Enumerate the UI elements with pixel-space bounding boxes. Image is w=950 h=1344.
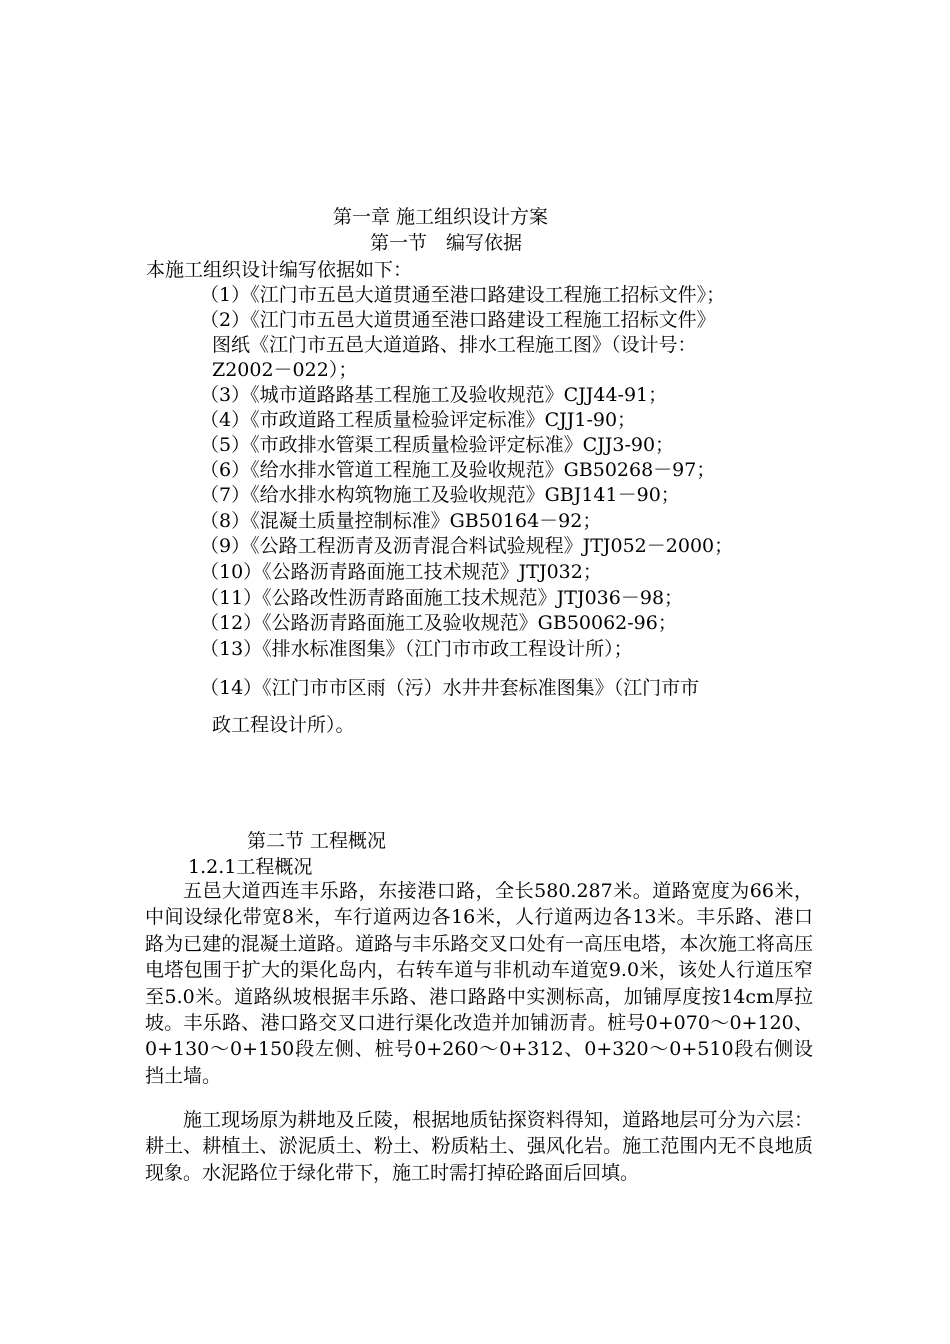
reference-item-5: （5）《市政排水管渠工程质量检验评定标准》CJJ3-90； (200, 434, 675, 456)
reference-item-2-cont: 图纸《江门市五邑大道道路、排水工程施工图》（设计号： (212, 334, 697, 356)
reference-item-11: （11）《公路改性沥青路面施工技术规范》JTJ036－98； (200, 587, 684, 609)
reference-item-13: （13）《排水标准图集》（江门市市政工程设计所）； (200, 638, 633, 660)
intro-line: 本施工组织设计编写依据如下： (146, 259, 413, 281)
reference-item-2: （2）《江门市五邑大道贯通至港口路建设工程施工招标文件》 (200, 309, 716, 331)
overview-paragraph-1: 五邑大道西连丰乐路，东接港口路，全长580.287米。道路宽度为66米，中间设绿化带宽8米，车行道两边各16米，人行道两边各13米。丰乐路、港口路为已建的混凝土道路。道路与丰乐路交叉口处有一高压电塔，本次施工将高压电塔包围于扩大的渠化岛内，右转车道与非机动车道宽9.0米，该处人行道压窄至5.0米。道路纵坡根据丰乐路、港口路路中实测标高，加铺厚度按14cm厚拉坡。丰乐路、港口路交叉口进行渠化改造并加铺沥青。桩号0+070～0+120、0+130～0+150段左侧、桩号0+260～0+312、0+320～0+510段右侧设挡土墙。 (145, 880, 813, 1087)
reference-item-4: （4）《市政道路工程质量检验评定标准》CJJ1-90； (200, 409, 637, 431)
reference-item-6: （6）《给水排水管道工程施工及验收规范》GB50268－97； (200, 459, 716, 481)
reference-item-10: （10）《公路沥青路面施工技术规范》JTJ032； (200, 561, 602, 583)
overview-paragraph-2: 施工现场原为耕地及丘陵，根据地质钻探资料得知，道路地层可分为六层：耕土、耕植土、淤泥质土、粉土、粉质粘土、强风化岩。施工范围内无不良地质现象。水泥路位于绿化带下，施工时需打掉砼路面后回填。 (145, 1109, 813, 1184)
section-title-compilation-basis: 第一节 编写依据 (370, 232, 523, 254)
section-title-project-overview: 第二节 工程概况 (247, 830, 387, 852)
reference-item-14: （14）《江门市市区雨（污）水井井套标准图集》（江门市市 (200, 677, 700, 699)
reference-item-2-cont2: Z2002－022）； (212, 359, 358, 381)
reference-item-9: （9）《公路工程沥青及沥青混合料试验规程》JTJ052－2000； (200, 535, 734, 557)
reference-item-1: （1）《江门市五邑大道贯通至港口路建设工程施工招标文件》； (200, 284, 726, 306)
reference-item-7: （7）《给水排水构筑物施工及验收规范》GBJ141－90； (200, 484, 680, 506)
subsection-title: 1.2.1工程概况 (188, 856, 313, 878)
reference-item-3: （3）《城市道路路基工程施工及验收规范》CJJ44-91； (200, 384, 668, 406)
reference-item-8: （8）《混凝土质量控制标准》GB50164－92； (200, 510, 602, 532)
reference-item-12: （12）《公路沥青路面施工及验收规范》GB50062-96； (200, 612, 677, 634)
reference-item-14-cont: 政工程设计所）。 (212, 714, 355, 736)
chapter-title: 第一章 施工组织设计方案 (333, 206, 549, 228)
